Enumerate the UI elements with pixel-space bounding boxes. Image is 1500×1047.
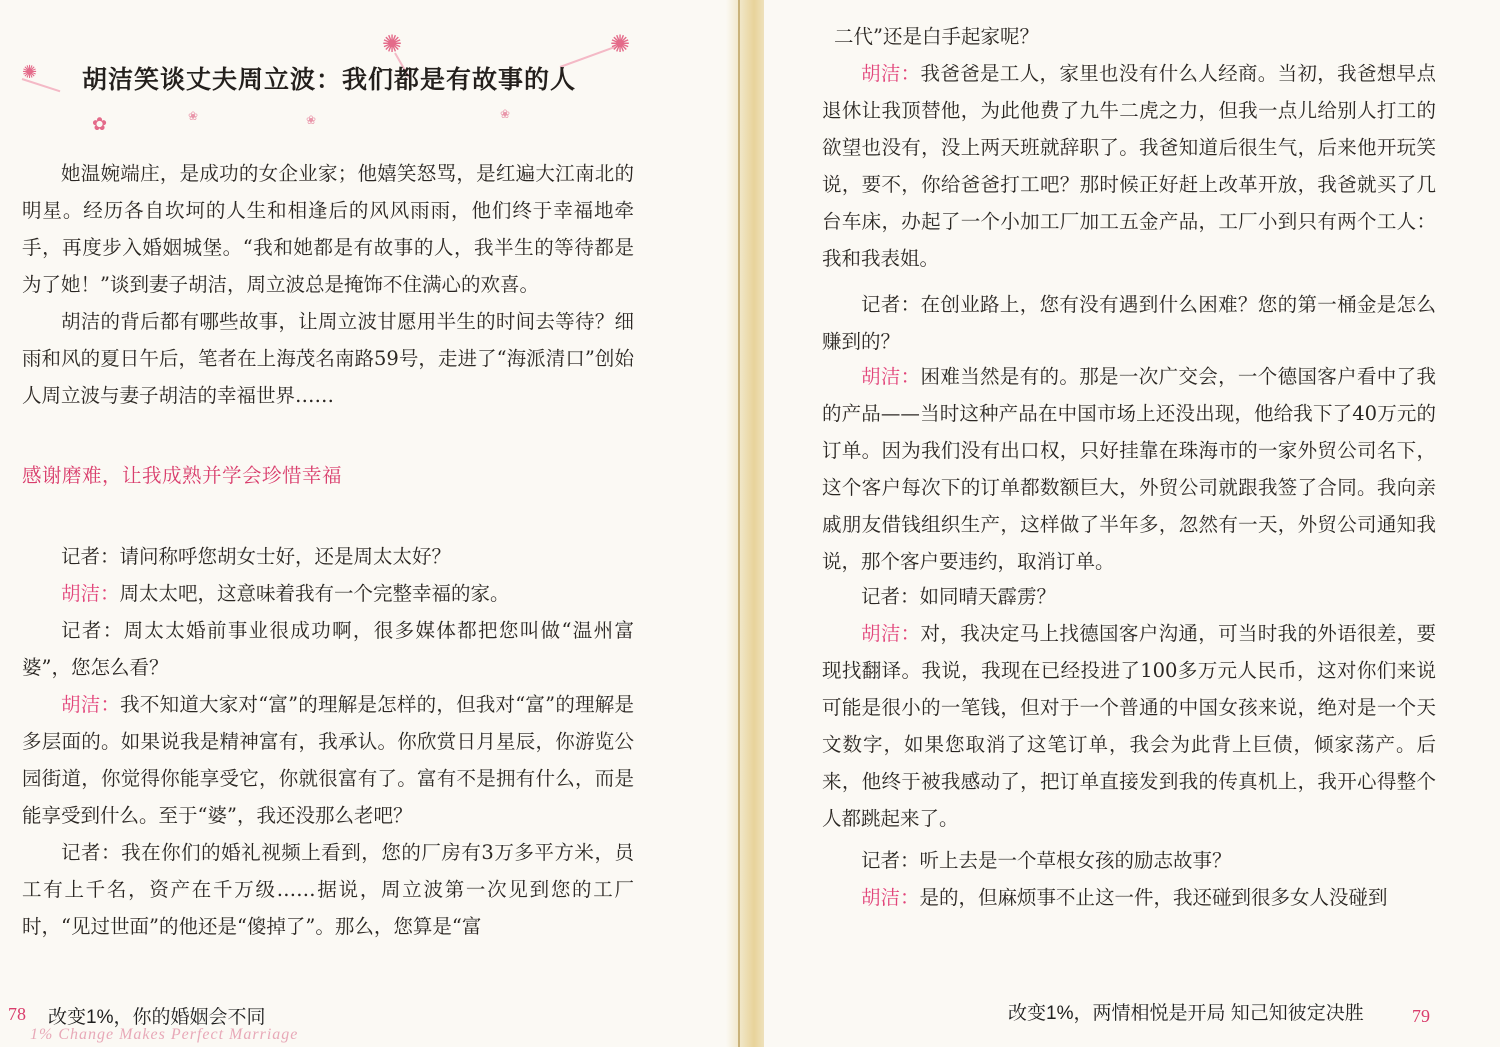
dialogue-text: 我不知道大家对“富”的理解是怎样的，但我对“富”的理解是多层面的。如果说我是精神富有，我承认。你欣赏日月星辰，你游览公园街道，你觉得你能享受它，你就很富有了。富有不是拥有什么，而是能享受到什么。至于“婆”，我还没那么老吧？ — [22, 693, 634, 827]
speaker-label: 胡洁： — [61, 693, 121, 716]
dialogue-line — [822, 615, 1436, 837]
flower-ornament-icon: ❀ — [188, 109, 199, 123]
dialogue-text: 在创业路上，您有没有遇到什么困难？您的第一桶金是怎么赚到的？ — [822, 293, 1436, 353]
speaker-label: 记者： — [61, 545, 120, 568]
left-page — [0, 0, 746, 1047]
dialogue-line — [22, 686, 634, 834]
speaker-label: 胡洁： — [861, 622, 921, 645]
flower-ornament-icon: ❀ — [500, 107, 511, 121]
flower-ornament-icon: ❀ — [306, 113, 317, 127]
speaker-label: 胡洁： — [861, 365, 921, 388]
flower-ornament-icon: ✺ — [22, 62, 38, 83]
running-footer-subtitle: 1% Change Makes Perfect Marriage — [30, 1026, 299, 1043]
right-page — [764, 0, 1500, 1047]
flower-ornament-icon: ✿ — [92, 114, 108, 135]
dialogue-line — [822, 286, 1436, 360]
page-number: 79 — [1412, 1006, 1430, 1026]
speaker-label: 记者： — [861, 849, 920, 872]
speaker-label: 胡洁： — [861, 62, 921, 85]
gutter-divider — [738, 0, 740, 1047]
speaker-label: 记者： — [61, 841, 122, 864]
intro-paragraph: 她温婉端庄，是成功的女企业家；他嬉笑怒骂，是红遍大江南北的明星。经历各自坎坷的人生和相逢后的风风雨雨，他们终于幸福地牵手，再度步入婚姻城堡。“我和她都是有故事的人，我半生的等待都是为了她！”谈到妻子胡洁，周立波总是掩饰不住满心的欢喜。 — [22, 162, 634, 296]
running-footer-title: 改变1%，两情相悦是开局 知己知彼定决胜 — [1008, 1003, 1364, 1024]
dialogue-line — [22, 612, 634, 686]
dialogue-text: 对，我决定马上找德国客户沟通，可当时我的外语很差，要现找翻译。我说，我现在已经投进了100多万元人民币，这对你们来说可能是很小的一笔钱，但对于一个普通的中国女孩来说，绝对是一个天文数字，如果您取消了这笔订单，我会为此背上巨债，倾家荡产。后来，他终于被我感动了，把订单直接发到我的传真机上，我开心得整个人都跳起来了。 — [822, 622, 1436, 830]
dialogue-text: 如同晴天霹雳？ — [919, 585, 1057, 608]
speaker-label: 胡洁： — [61, 582, 120, 605]
dialogue-line — [22, 575, 634, 612]
dialogue-text: 周太太婚前事业很成功啊，很多媒体都把您叫做“温州富婆”，您怎么看？ — [22, 619, 634, 679]
dialogue-text: 请问称呼您胡女士好，还是周太太好？ — [119, 545, 452, 568]
dialogue-line — [822, 358, 1436, 580]
dialogue-line — [822, 55, 1436, 277]
speaker-label: 胡洁： — [861, 886, 920, 909]
running-footer-title: 改变1%，你的婚姻会不同 — [48, 1007, 266, 1028]
dialogue-text: 听上去是一个草根女孩的励志故事？ — [919, 849, 1232, 872]
page-number: 78 — [8, 1004, 26, 1024]
speaker-label: 记者： — [861, 293, 921, 316]
dialogue-text: 是的，但麻烦事不止这一件，我还碰到很多女人没碰到 — [919, 886, 1388, 909]
continuation-line: 二代”还是白手起家呢？ — [834, 25, 1039, 48]
section-heading: 感谢磨难，让我成熟并学会珍惜幸福 — [22, 464, 343, 487]
dialogue-line — [22, 834, 634, 945]
flower-ornament-icon: ✺ — [382, 30, 403, 58]
speaker-label: 记者： — [861, 585, 920, 608]
dialogue-text: 周太太吧，这意味着我有一个完整幸福的家。 — [119, 582, 510, 605]
dialogue-line — [822, 879, 1436, 916]
article-title: 胡洁笑谈丈夫周立波：我们都是有故事的人 — [82, 65, 577, 94]
dialogue-text: 我爸爸是工人，家里也没有什么人经商。当初，我爸想早点退休让我顶替他，为此他费了九牛二虎之力，但我一点儿给别人打工的欲望也没有，没上两天班就辞职了。我爸知道后很生气，后来他开玩笑说，要不，你给爸爸打工吧？那时候正好赶上改革开放，我爸就买了几台车床，办起了一个小加工厂加工五金产品，工厂小到只有两个工人：我和我表姐。 — [822, 62, 1436, 270]
dialogue-text: 困难当然是有的。那是一次广交会，一个德国客户看中了我的产品——当时这种产品在中国市场上还没出现，他给我下了40万元的订单。因为我们没有出口权，只好挂靠在珠海市的一家外贸公司名下，这个客户每次下的订单都数额巨大，外贸公司就跟我签了合同。我向亲戚朋友借钱组织生产，这样做了半年多，忽然有一天，外贸公司通知我说，那个客户要违约，取消订单。 — [822, 365, 1436, 573]
dialogue-line — [822, 842, 1436, 879]
flower-ornament-icon: ✺ — [610, 30, 631, 58]
dialogue-line — [822, 578, 1436, 615]
dialogue-line — [22, 538, 634, 575]
dialogue-text: 我在你们的婚礼视频上看到，您的厂房有3万多平方米，员工有上千名，资产在千万级……据说，周立波第一次见到您的工厂时，“见过世面”的他还是“傻掉了”。那么，您算是“富 — [22, 841, 634, 938]
speaker-label: 记者： — [61, 619, 124, 642]
intro-paragraph: 胡洁的背后都有哪些故事，让周立波甘愿用半生的时间去等待？细雨和风的夏日午后，笔者在上海茂名南路59号，走进了“海派清口”创始人周立波与妻子胡洁的幸福世界…… — [22, 310, 634, 407]
